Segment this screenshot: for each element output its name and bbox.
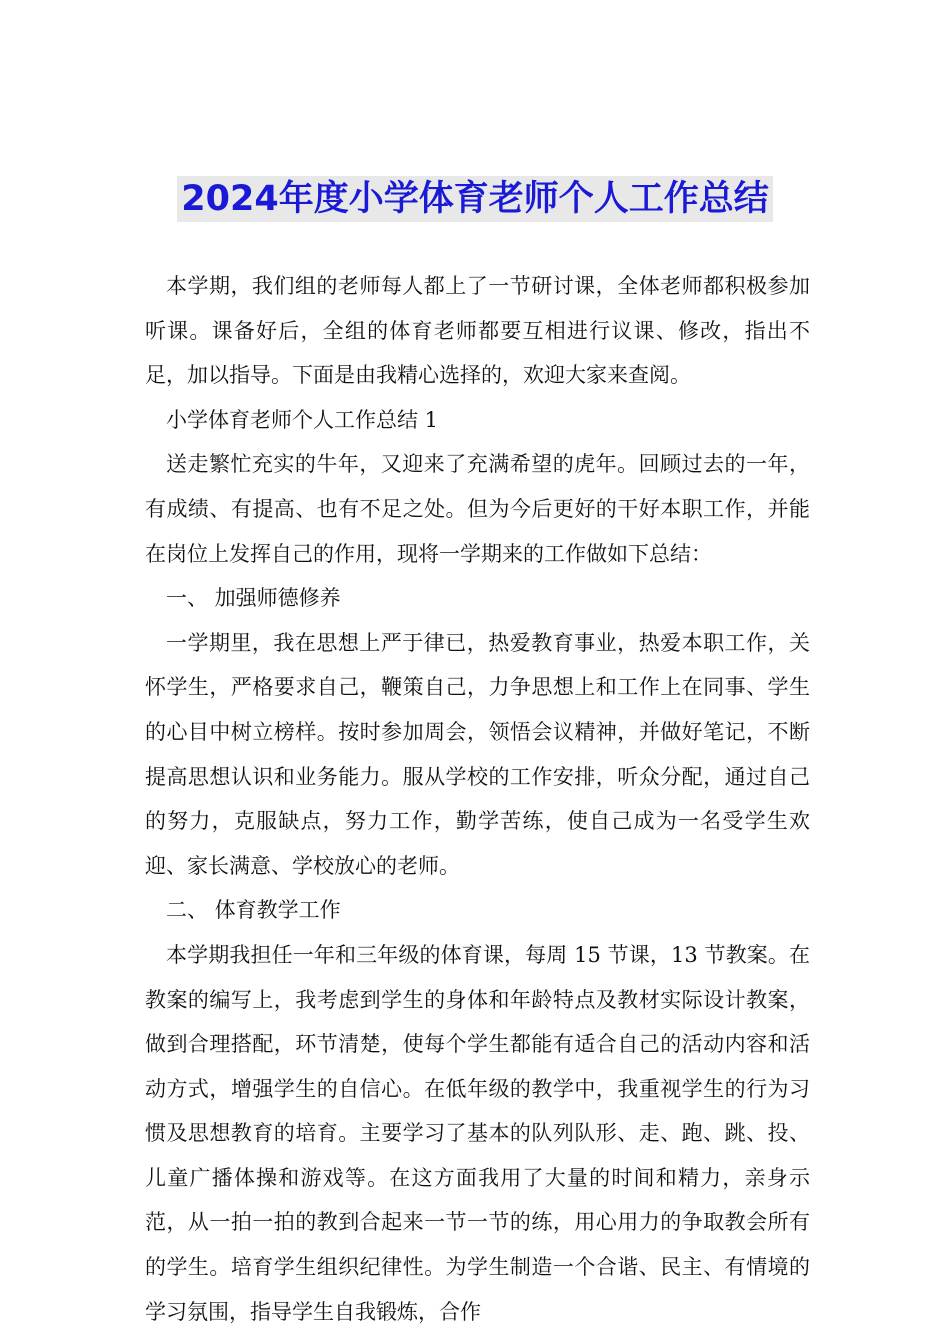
title-container bbox=[0, 176, 950, 222]
section-subtitle: 小学体育老师个人工作总结 1 bbox=[166, 407, 439, 432]
document-body bbox=[145, 264, 810, 1334]
section1-paragraph: 一学期里，我在思想上严于律已，热爱教育事业，热爱本职工作，关怀学生，严格要求自己，鞭策自己，力争思想上和工作上在同事、学生的心目中树立榜样。按时参加周会，领悟会议精神，并做好笔记，不断提高思想认识和业务能力。服从学校的工作安排，听众分配，通过自己的努力，克服缺点，努力工作，勤学苦练，使自己成为一名受学生欢迎、家长满意、学校放心的老师。 bbox=[145, 630, 810, 878]
section2-heading: 二、 体育教学工作 bbox=[166, 898, 341, 923]
section1-heading: 一、 加强师德修养 bbox=[166, 586, 341, 611]
intro-paragraph: 本学期，我们组的老师每人都上了一节研讨课，全体老师都积极参加听课。课备好后，全组的体育老师都要互相进行议课、修改，指出不足，加以指导。下面是由我精心选择的，欢迎大家来查阅。 bbox=[145, 274, 810, 388]
section2-paragraph: 本学期我担任一年和三年级的体育课，每周 15 节课，13 节教案。在教案的编写上，我考虑到学生的身体和年龄特点及教材实际设计教案，做到合理搭配，环节清楚，使每个学生都能有适合自己的活动内容和活动方式，增强学生的自信心。在低年级的教学中，我重视学生的行为习惯及思想教育的培育。主要学习了基本的队列队形、走、跑、跳、投、儿童广播体操和游戏等。在这方面我用了大量的时间和精力，亲身示范，从一拍一拍的教到合起来一节一节的练，用心用力的争取教会所有的学生。培育学生组织纪律性。为学生制造一个合谐、民主、有情境的学习氛围，指导学生自我锻炼，合作 bbox=[145, 942, 810, 1324]
opening-paragraph: 送走繁忙充实的牛年，又迎来了充满希望的虎年。回顾过去的一年，有成绩、有提高、也有不足之处。但为今后更好的干好本职工作，并能在岗位上发挥自己的作用，现将一学期来的工作做如下总结： bbox=[145, 452, 810, 566]
document-title: 2024年度小学体育老师个人工作总结 bbox=[177, 176, 772, 222]
